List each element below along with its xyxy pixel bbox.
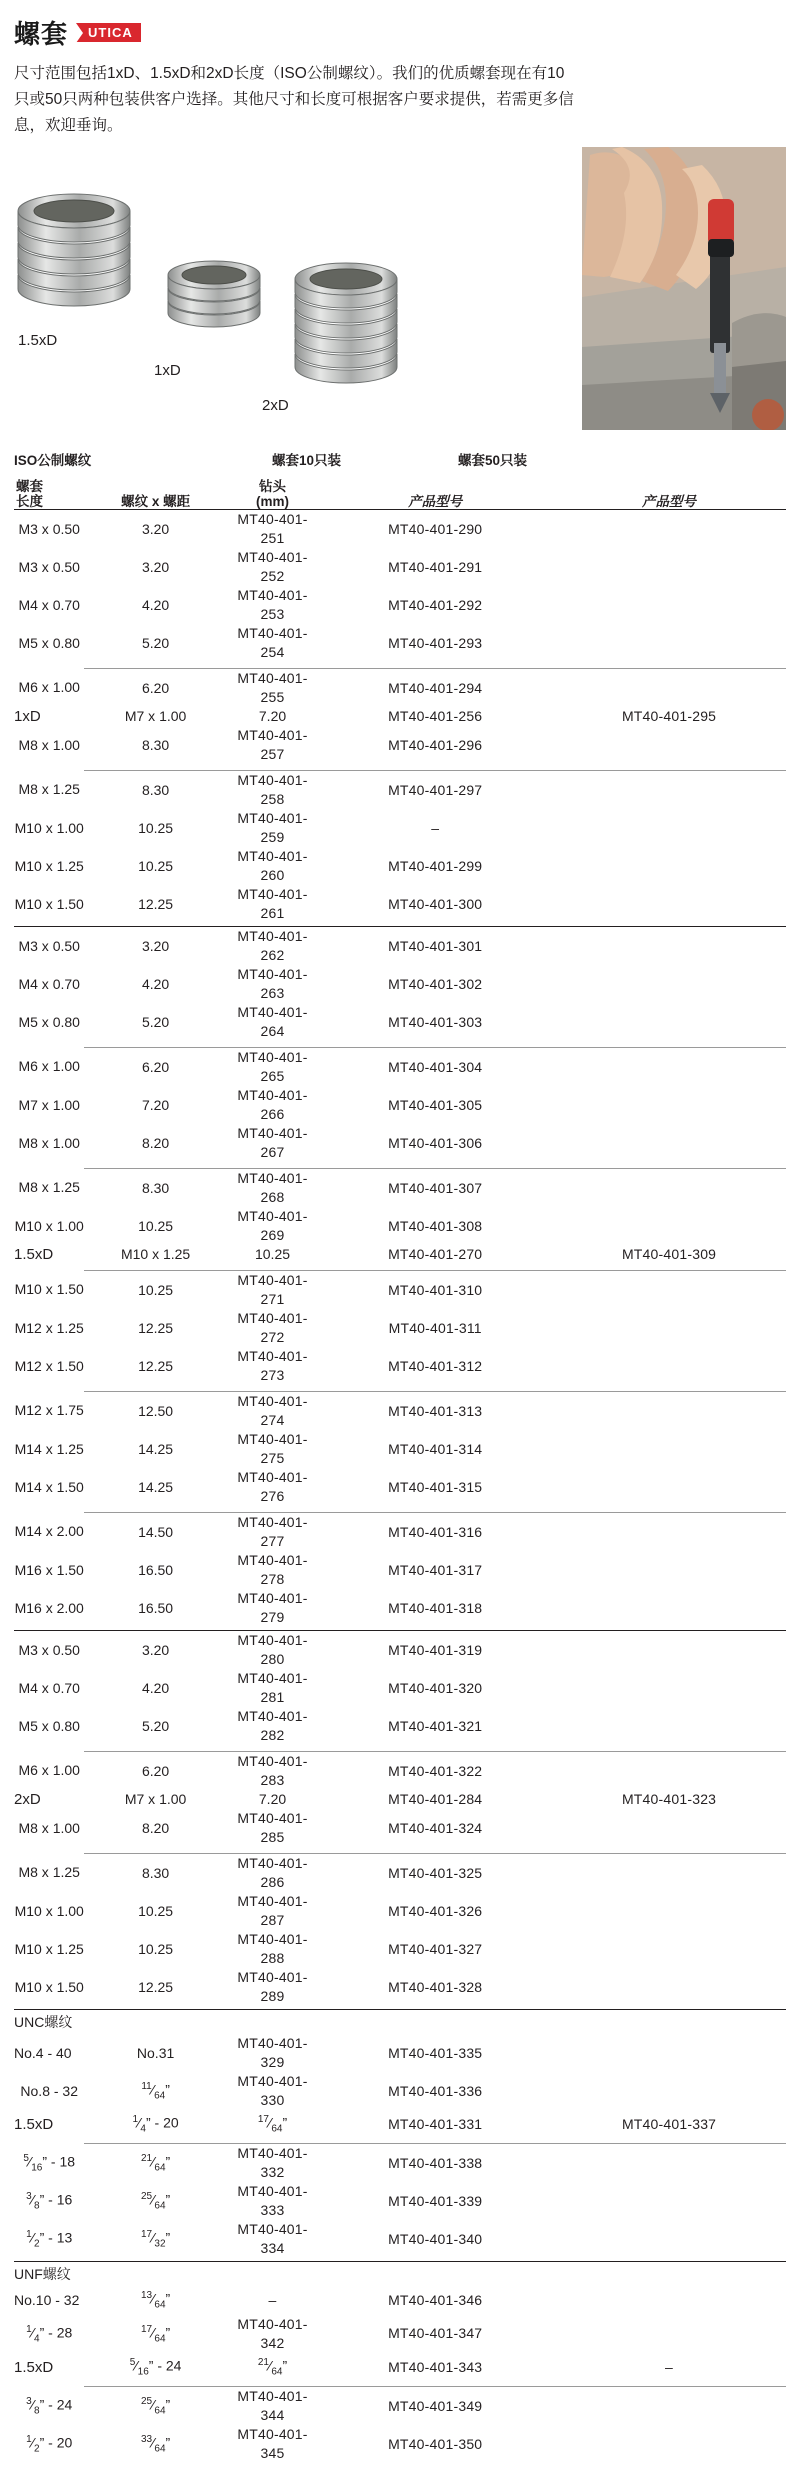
header-thread: 螺纹 x 螺距 bbox=[121, 494, 191, 509]
cell-thread: M8 x 1.00 bbox=[18, 1819, 80, 1836]
cell-drill: 6.20 bbox=[141, 1058, 170, 1075]
cell-drill: 3.20 bbox=[141, 520, 170, 537]
cell-drill: 5.20 bbox=[141, 1717, 170, 1734]
table-row bbox=[14, 2387, 786, 2426]
cell-part-10: MT40-401-289 bbox=[237, 1969, 308, 2004]
table-row bbox=[14, 669, 786, 708]
subsection-title: UNF螺纹 bbox=[14, 2266, 71, 2283]
cell-thread: M10 x 1.25 bbox=[14, 1940, 84, 1957]
cell-part-10: MT40-401-254 bbox=[237, 625, 308, 660]
subsection-title-row bbox=[14, 2262, 786, 2287]
table-row bbox=[14, 1207, 786, 1245]
table-row bbox=[14, 1854, 786, 1893]
cell-part-50: MT40-401-326 bbox=[388, 1902, 483, 1919]
caption-pack10: 螺套10只装 bbox=[272, 453, 342, 468]
cell-drill: 10.25 bbox=[138, 1902, 174, 1919]
cell-part-10: MT40-401-265 bbox=[237, 1049, 308, 1084]
cell-part-10: MT40-401-275 bbox=[237, 1431, 308, 1466]
table-row bbox=[14, 2144, 786, 2183]
cell-drill: 8.20 bbox=[141, 1134, 170, 1151]
cell-thread: M10 x 1.00 bbox=[14, 819, 84, 836]
row-length-label: 1.5xD bbox=[14, 1246, 54, 1263]
table-row bbox=[14, 2286, 786, 2314]
table-row bbox=[14, 707, 786, 726]
brand-logo: UTICA bbox=[76, 23, 141, 42]
cell-part-10: MT40-401-279 bbox=[237, 1590, 308, 1625]
row-length-label: 1.5xD bbox=[14, 2358, 54, 2376]
table-row bbox=[14, 2110, 786, 2138]
intro-paragraph: 尺寸范围包括1xD、1.5xD和2xD长度（ISO公制螺纹）。我们的优质螺套现在有10只或50只两种包装供客户选择。其他尺寸和长度可根据客户要求提供，若需更多信息，欢迎垂询。 bbox=[14, 65, 574, 134]
cell-part-10: MT40-401-278 bbox=[237, 1552, 308, 1587]
cell-part-50: MT40-401-307 bbox=[388, 1179, 483, 1196]
cell-thread: M14 x 1.50 bbox=[14, 1478, 84, 1495]
cell-thread: M14 x 2.00 bbox=[14, 1523, 84, 1540]
table-row bbox=[14, 2220, 786, 2258]
table-row bbox=[14, 1086, 786, 1124]
page-header bbox=[14, 14, 786, 51]
cell-thread: M6 x 1.00 bbox=[18, 679, 80, 696]
coil-label-15xd: 1.5xD bbox=[18, 332, 58, 349]
cell-part-10: MT40-401-258 bbox=[237, 772, 308, 807]
coil-insert-2xd-image bbox=[291, 259, 401, 404]
cell-part-10: MT40-401-262 bbox=[237, 928, 308, 963]
cell-drill: 5.20 bbox=[141, 634, 170, 651]
cell-part-50: MT40-401-304 bbox=[388, 1058, 483, 1075]
cell-part-10: MT40-401-332 bbox=[237, 2145, 308, 2181]
cell-drill: 5.20 bbox=[141, 1013, 170, 1030]
cell-thread: M3 x 0.50 bbox=[18, 558, 80, 575]
spec-table bbox=[14, 479, 786, 2463]
cell-drill: 10.25 bbox=[138, 1217, 174, 1234]
subsection-title-row bbox=[14, 2010, 786, 2035]
cell-part-10: MT40-401-259 bbox=[237, 810, 308, 845]
cell-part-50: MT40-401-346 bbox=[388, 2292, 483, 2309]
table-row bbox=[14, 2182, 786, 2220]
cell-drill: 7.20 bbox=[258, 1791, 287, 1807]
cell-thread: $^1⁄_2$” - 13 bbox=[26, 2229, 73, 2250]
table-row bbox=[14, 1631, 786, 1670]
cell-thread: M3 x 0.50 bbox=[18, 520, 80, 537]
cell-drill: 7.20 bbox=[141, 1096, 170, 1113]
table-row bbox=[14, 1468, 786, 1506]
table-row bbox=[14, 2425, 786, 2463]
cell-part-50: MT40-401-310 bbox=[388, 1281, 483, 1298]
page-title: 螺套 bbox=[14, 19, 69, 49]
cell-drill: 6.20 bbox=[141, 1762, 170, 1779]
cell-drill: 3.20 bbox=[141, 1641, 170, 1658]
cell-thread: M10 x 1.00 bbox=[14, 1217, 84, 1234]
cell-drill: 12.50 bbox=[138, 1402, 174, 1419]
table-row bbox=[14, 927, 786, 966]
cell-part-50: MT40-401-303 bbox=[388, 1013, 483, 1030]
subsection-title: UNC螺纹 bbox=[14, 2014, 73, 2030]
cell-thread: $^1⁄_4$” - 20 bbox=[132, 2114, 179, 2135]
cell-part-10: MT40-401-277 bbox=[237, 1514, 308, 1549]
cell-drill: 8.30 bbox=[141, 1864, 170, 1881]
cell-thread: M16 x 1.50 bbox=[14, 1561, 84, 1578]
cell-thread: $^1⁄_2$” - 20 bbox=[26, 2434, 73, 2455]
cell-part-50: – bbox=[665, 2358, 674, 2375]
cell-drill: $^{21}⁄_{64}$” bbox=[140, 2153, 171, 2174]
cell-part-50: MT40-401-316 bbox=[388, 1523, 483, 1540]
cell-part-50: MT40-401-317 bbox=[388, 1561, 483, 1578]
cell-thread: $^1⁄_4$” - 28 bbox=[26, 2323, 73, 2345]
cell-drill: $^{21}⁄_{64}$” bbox=[257, 2356, 288, 2378]
cell-part-10: MT40-401-267 bbox=[237, 1125, 308, 1160]
table-row bbox=[14, 1392, 786, 1431]
cell-thread: No.10 - 32 bbox=[14, 2292, 80, 2309]
cell-drill: 6.20 bbox=[141, 679, 170, 696]
cell-part-10: MT40-401-342 bbox=[237, 2315, 308, 2351]
cell-part-50: MT40-401-349 bbox=[388, 2397, 483, 2414]
header-length-line1: 螺套 bbox=[16, 479, 43, 494]
cell-drill: 3.20 bbox=[141, 558, 170, 575]
cell-part-50: MT40-401-301 bbox=[388, 937, 483, 954]
cell-part-10: MT40-401-256 bbox=[388, 708, 483, 724]
table-row bbox=[14, 1169, 786, 1208]
cell-part-10: MT40-401-286 bbox=[237, 1855, 308, 1890]
cell-part-50: MT40-401-319 bbox=[388, 1641, 483, 1658]
product-images bbox=[14, 147, 786, 447]
cell-part-50: MT40-401-325 bbox=[388, 1864, 483, 1881]
cell-thread: M5 x 0.80 bbox=[18, 1717, 80, 1734]
cell-part-50: – bbox=[431, 819, 440, 836]
cell-drill: 10.25 bbox=[138, 1281, 174, 1298]
cell-thread: No.4 - 40 bbox=[14, 2044, 72, 2061]
coil-label-2xd: 2xD bbox=[262, 397, 289, 414]
cell-part-10: MT40-401-287 bbox=[237, 1893, 308, 1928]
cell-part-50: MT40-401-336 bbox=[388, 2082, 483, 2099]
cell-part-50: MT40-401-302 bbox=[388, 975, 483, 992]
table-row bbox=[14, 1347, 786, 1385]
header-length-line2: 长度 bbox=[16, 494, 43, 509]
cell-thread: M4 x 0.70 bbox=[18, 596, 80, 613]
cell-part-50: MT40-401-306 bbox=[388, 1134, 483, 1151]
cell-part-50: MT40-401-297 bbox=[388, 781, 483, 798]
cell-thread: M7 x 1.00 bbox=[18, 1096, 80, 1113]
cell-thread: M8 x 1.25 bbox=[18, 781, 80, 798]
cell-part-50: MT40-401-320 bbox=[388, 1679, 483, 1696]
row-length-label: 1xD bbox=[14, 708, 41, 725]
cell-thread: M4 x 0.70 bbox=[18, 975, 80, 992]
cell-part-50: MT40-401-337 bbox=[621, 2115, 717, 2132]
cell-part-10: MT40-401-333 bbox=[237, 2183, 308, 2219]
cell-drill: 14.50 bbox=[138, 1523, 174, 1540]
table-row bbox=[14, 1513, 786, 1552]
table-row bbox=[14, 1790, 786, 1809]
cell-drill: 8.30 bbox=[141, 1179, 170, 1196]
table-row bbox=[14, 1124, 786, 1162]
header-p50-spacer bbox=[552, 479, 786, 494]
cell-part-10: MT40-401-288 bbox=[237, 1931, 308, 1966]
cell-part-50: MT40-401-327 bbox=[388, 1940, 483, 1957]
table-row bbox=[14, 1003, 786, 1041]
table-row bbox=[14, 624, 786, 662]
cell-drill: 4.20 bbox=[141, 975, 170, 992]
cell-part-50: MT40-401-312 bbox=[388, 1357, 483, 1374]
cell-part-10: MT40-401-282 bbox=[237, 1708, 308, 1743]
cell-part-50: MT40-401-322 bbox=[388, 1762, 483, 1779]
cell-drill: 3.20 bbox=[141, 937, 170, 954]
cell-thread: M10 x 1.50 bbox=[14, 1978, 84, 1995]
cell-thread: $^5⁄_{16}$” - 24 bbox=[129, 2356, 182, 2378]
cell-part-50: MT40-401-291 bbox=[388, 558, 483, 575]
cell-part-10: MT40-401-266 bbox=[237, 1087, 308, 1122]
cell-drill: 12.25 bbox=[138, 1357, 174, 1374]
table-row bbox=[14, 726, 786, 764]
cell-drill: 10.25 bbox=[138, 1940, 174, 1957]
table-row bbox=[14, 1930, 786, 1968]
cell-part-10: MT40-401-264 bbox=[237, 1004, 308, 1039]
cell-part-50: MT40-401-294 bbox=[388, 679, 483, 696]
cell-drill: $^{25}⁄_{64}$” bbox=[140, 2396, 171, 2417]
cell-thread: M14 x 1.25 bbox=[14, 1440, 84, 1457]
coil-insert-15xd-image bbox=[14, 189, 134, 319]
cell-thread: M7 x 1.00 bbox=[124, 1791, 187, 1807]
cell-thread: M5 x 0.80 bbox=[18, 1013, 80, 1030]
cell-part-50: MT40-401-347 bbox=[388, 2325, 483, 2342]
cell-thread: M12 x 1.25 bbox=[14, 1319, 84, 1336]
cell-drill: $^{17}⁄_{64}$” bbox=[140, 2323, 171, 2345]
table-row bbox=[14, 1809, 786, 1847]
table-row bbox=[14, 1271, 786, 1310]
cell-part-10: MT40-401-281 bbox=[237, 1670, 308, 1705]
table-row bbox=[14, 1309, 786, 1347]
cell-thread: M16 x 2.00 bbox=[14, 1599, 84, 1616]
cell-thread: M10 x 1.00 bbox=[14, 1902, 84, 1919]
cell-part-50: MT40-401-300 bbox=[388, 895, 483, 912]
cell-drill: $^{13}⁄_{64}$” bbox=[140, 2290, 171, 2311]
cell-part-50: MT40-401-338 bbox=[388, 2154, 483, 2171]
cell-thread: M12 x 1.75 bbox=[14, 1402, 84, 1419]
cell-part-10: MT40-401-329 bbox=[237, 2035, 308, 2070]
cell-part-10: MT40-401-268 bbox=[237, 1170, 308, 1205]
table-row bbox=[14, 2034, 786, 2072]
table-row bbox=[14, 771, 786, 810]
cell-drill: 8.30 bbox=[141, 781, 170, 798]
cell-thread: $^3⁄_8$” - 24 bbox=[26, 2395, 73, 2417]
table-row bbox=[14, 1430, 786, 1468]
header-drill-line2: (mm) bbox=[256, 494, 290, 509]
cell-drill: 8.20 bbox=[141, 1819, 170, 1836]
table-row bbox=[14, 2315, 786, 2353]
cell-thread: No.8 - 32 bbox=[20, 2082, 78, 2099]
cell-part-10: MT40-401-284 bbox=[388, 1791, 483, 1807]
cell-thread: $^3⁄_8$” - 16 bbox=[26, 2191, 73, 2212]
cell-drill: 10.25 bbox=[254, 1246, 291, 1262]
cell-part-50: MT40-401-339 bbox=[388, 2192, 483, 2209]
cell-part-10: MT40-401-274 bbox=[237, 1393, 308, 1428]
cell-drill: $^{11}⁄_{64}$” bbox=[141, 2080, 170, 2102]
cell-drill: 4.20 bbox=[141, 1679, 170, 1696]
cell-part-10: MT40-401-252 bbox=[237, 549, 308, 584]
row-length-label: 1.5xD bbox=[14, 2115, 54, 2133]
cell-part-10: MT40-401-255 bbox=[237, 670, 308, 705]
cell-thread: M10 x 1.25 bbox=[120, 1246, 191, 1262]
cell-thread: M6 x 1.00 bbox=[18, 1058, 80, 1075]
header-part50: 产品型号 bbox=[642, 494, 697, 509]
cell-drill: $^{33}⁄_{64}$” bbox=[140, 2434, 171, 2455]
cell-part-10: MT40-401-253 bbox=[237, 587, 308, 622]
table-row bbox=[14, 548, 786, 586]
cell-part-10: MT40-401-261 bbox=[237, 886, 308, 921]
cell-part-10: MT40-401-273 bbox=[237, 1348, 308, 1383]
cell-part-50: MT40-401-323 bbox=[621, 1791, 717, 1807]
row-length-label: 2xD bbox=[14, 1791, 41, 1808]
cell-drill: 8.30 bbox=[141, 736, 170, 753]
caption-iso: ISO公制螺纹 bbox=[14, 453, 92, 468]
cell-drill: 12.25 bbox=[138, 1978, 174, 1995]
cell-part-50: MT40-401-290 bbox=[388, 520, 483, 537]
cell-part-50: MT40-401-314 bbox=[388, 1440, 483, 1457]
cell-drill: 16.50 bbox=[138, 1599, 174, 1616]
caption-pack50: 螺套50只装 bbox=[458, 453, 528, 468]
header-drill-line1: 钻头 bbox=[259, 479, 287, 494]
table-row bbox=[14, 510, 786, 549]
cell-drill: $^{17}⁄_{64}$” bbox=[257, 2114, 288, 2135]
cell-part-10: MT40-401-330 bbox=[237, 2073, 308, 2108]
header-thread-spacer bbox=[84, 479, 226, 494]
cell-part-50: MT40-401-292 bbox=[388, 596, 483, 613]
table-row bbox=[14, 1752, 786, 1791]
cell-part-10: MT40-401-283 bbox=[237, 1753, 308, 1788]
cell-thread: M10 x 1.25 bbox=[14, 857, 84, 874]
cell-thread: M8 x 1.25 bbox=[18, 1864, 80, 1881]
cell-part-10: MT40-401-260 bbox=[237, 848, 308, 883]
cell-part-50: MT40-401-318 bbox=[388, 1599, 483, 1616]
cell-drill: $^{17}⁄_{32}$” bbox=[140, 2229, 171, 2250]
table-row bbox=[14, 1551, 786, 1589]
cell-part-50: MT40-401-340 bbox=[388, 2230, 483, 2247]
cell-part-10: MT40-401-269 bbox=[237, 1208, 308, 1243]
cell-part-10: MT40-401-331 bbox=[388, 2115, 483, 2132]
cell-thread: M12 x 1.50 bbox=[14, 1357, 84, 1374]
cell-part-10: MT40-401-276 bbox=[237, 1469, 308, 1504]
cell-part-10: MT40-401-285 bbox=[237, 1810, 308, 1845]
cell-part-10: MT40-401-280 bbox=[237, 1632, 308, 1667]
cell-part-10: MT40-401-271 bbox=[237, 1272, 308, 1307]
cell-drill: 16.50 bbox=[138, 1561, 174, 1578]
cell-drill: 14.25 bbox=[138, 1478, 174, 1495]
cell-thread: M6 x 1.00 bbox=[18, 1762, 80, 1779]
header-part10: 产品型号 bbox=[408, 494, 463, 509]
cell-part-50: MT40-401-296 bbox=[388, 736, 483, 753]
cell-thread: M5 x 0.80 bbox=[18, 634, 80, 651]
cell-part-50: MT40-401-305 bbox=[388, 1096, 483, 1113]
table-row bbox=[14, 1892, 786, 1930]
cell-part-10: MT40-401-270 bbox=[388, 1246, 483, 1262]
table-header-row-1 bbox=[14, 479, 786, 494]
coil-label-1xd: 1xD bbox=[154, 362, 181, 379]
cell-part-10: MT40-401-257 bbox=[237, 727, 308, 762]
table-row bbox=[14, 1048, 786, 1087]
cell-thread: M8 x 1.00 bbox=[18, 1134, 80, 1151]
table-row bbox=[14, 586, 786, 624]
cell-thread: M8 x 1.25 bbox=[18, 1179, 80, 1196]
table-row bbox=[14, 1968, 786, 2006]
cell-part-50: MT40-401-309 bbox=[621, 1246, 717, 1262]
cell-drill: 12.25 bbox=[138, 895, 174, 912]
cell-drill: 14.25 bbox=[138, 1440, 174, 1457]
cell-part-50: MT40-401-328 bbox=[388, 1978, 483, 1995]
header-p10-spacer bbox=[318, 479, 552, 494]
cell-part-50: MT40-401-299 bbox=[388, 857, 483, 874]
table-row bbox=[14, 1589, 786, 1627]
cell-part-50: MT40-401-321 bbox=[388, 1717, 483, 1734]
cell-thread: M7 x 1.00 bbox=[124, 708, 187, 724]
table-row bbox=[14, 2353, 786, 2381]
table-row bbox=[14, 965, 786, 1003]
installation-photo bbox=[582, 147, 786, 430]
cell-part-10: – bbox=[268, 2292, 277, 2309]
cell-part-10: MT40-401-344 bbox=[237, 2388, 308, 2424]
cell-part-10: MT40-401-263 bbox=[237, 966, 308, 1001]
table-row bbox=[14, 847, 786, 885]
cell-part-10: MT40-401-334 bbox=[237, 2221, 308, 2257]
cell-thread: M10 x 1.50 bbox=[14, 895, 84, 912]
cell-part-10: MT40-401-343 bbox=[388, 2358, 483, 2375]
cell-part-50: MT40-401-293 bbox=[388, 634, 483, 651]
image-captions bbox=[14, 449, 786, 469]
table-header-row-2 bbox=[14, 494, 786, 510]
cell-drill: 10.25 bbox=[138, 819, 174, 836]
cell-part-50: MT40-401-295 bbox=[621, 708, 717, 724]
table-row bbox=[14, 1669, 786, 1707]
table-row bbox=[14, 885, 786, 923]
cell-drill: 7.20 bbox=[258, 708, 287, 724]
cell-thread: $^5⁄_{16}$” - 18 bbox=[23, 2152, 76, 2174]
cell-thread: M4 x 0.70 bbox=[18, 1679, 80, 1696]
cell-part-50: MT40-401-313 bbox=[388, 1402, 483, 1419]
cell-part-50: MT40-401-308 bbox=[388, 1217, 483, 1234]
cell-part-50: MT40-401-315 bbox=[388, 1478, 483, 1495]
cell-drill: 10.25 bbox=[138, 857, 174, 874]
coil-insert-1xd-image bbox=[164, 257, 264, 343]
cell-thread: M3 x 0.50 bbox=[18, 937, 80, 954]
table-row bbox=[14, 2072, 786, 2110]
cell-drill: No.31 bbox=[136, 2044, 175, 2061]
cell-drill: 12.25 bbox=[138, 1319, 174, 1336]
table-row bbox=[14, 1707, 786, 1745]
cell-part-50: MT40-401-335 bbox=[388, 2044, 483, 2061]
cell-part-10: MT40-401-251 bbox=[237, 511, 308, 546]
table-row bbox=[14, 1245, 786, 1264]
cell-thread: M3 x 0.50 bbox=[18, 1641, 80, 1658]
table-row bbox=[14, 809, 786, 847]
cell-drill: 4.20 bbox=[141, 596, 170, 613]
cell-part-10: MT40-401-345 bbox=[237, 2426, 308, 2462]
cell-part-50: MT40-401-350 bbox=[388, 2435, 483, 2452]
cell-part-10: MT40-401-272 bbox=[237, 1310, 308, 1345]
cell-part-50: MT40-401-311 bbox=[388, 1319, 482, 1336]
cell-part-50: MT40-401-324 bbox=[388, 1819, 483, 1836]
cell-thread: M8 x 1.00 bbox=[18, 736, 80, 753]
cell-drill: $^{25}⁄_{64}$” bbox=[140, 2191, 171, 2212]
cell-thread: M10 x 1.50 bbox=[14, 1281, 84, 1298]
